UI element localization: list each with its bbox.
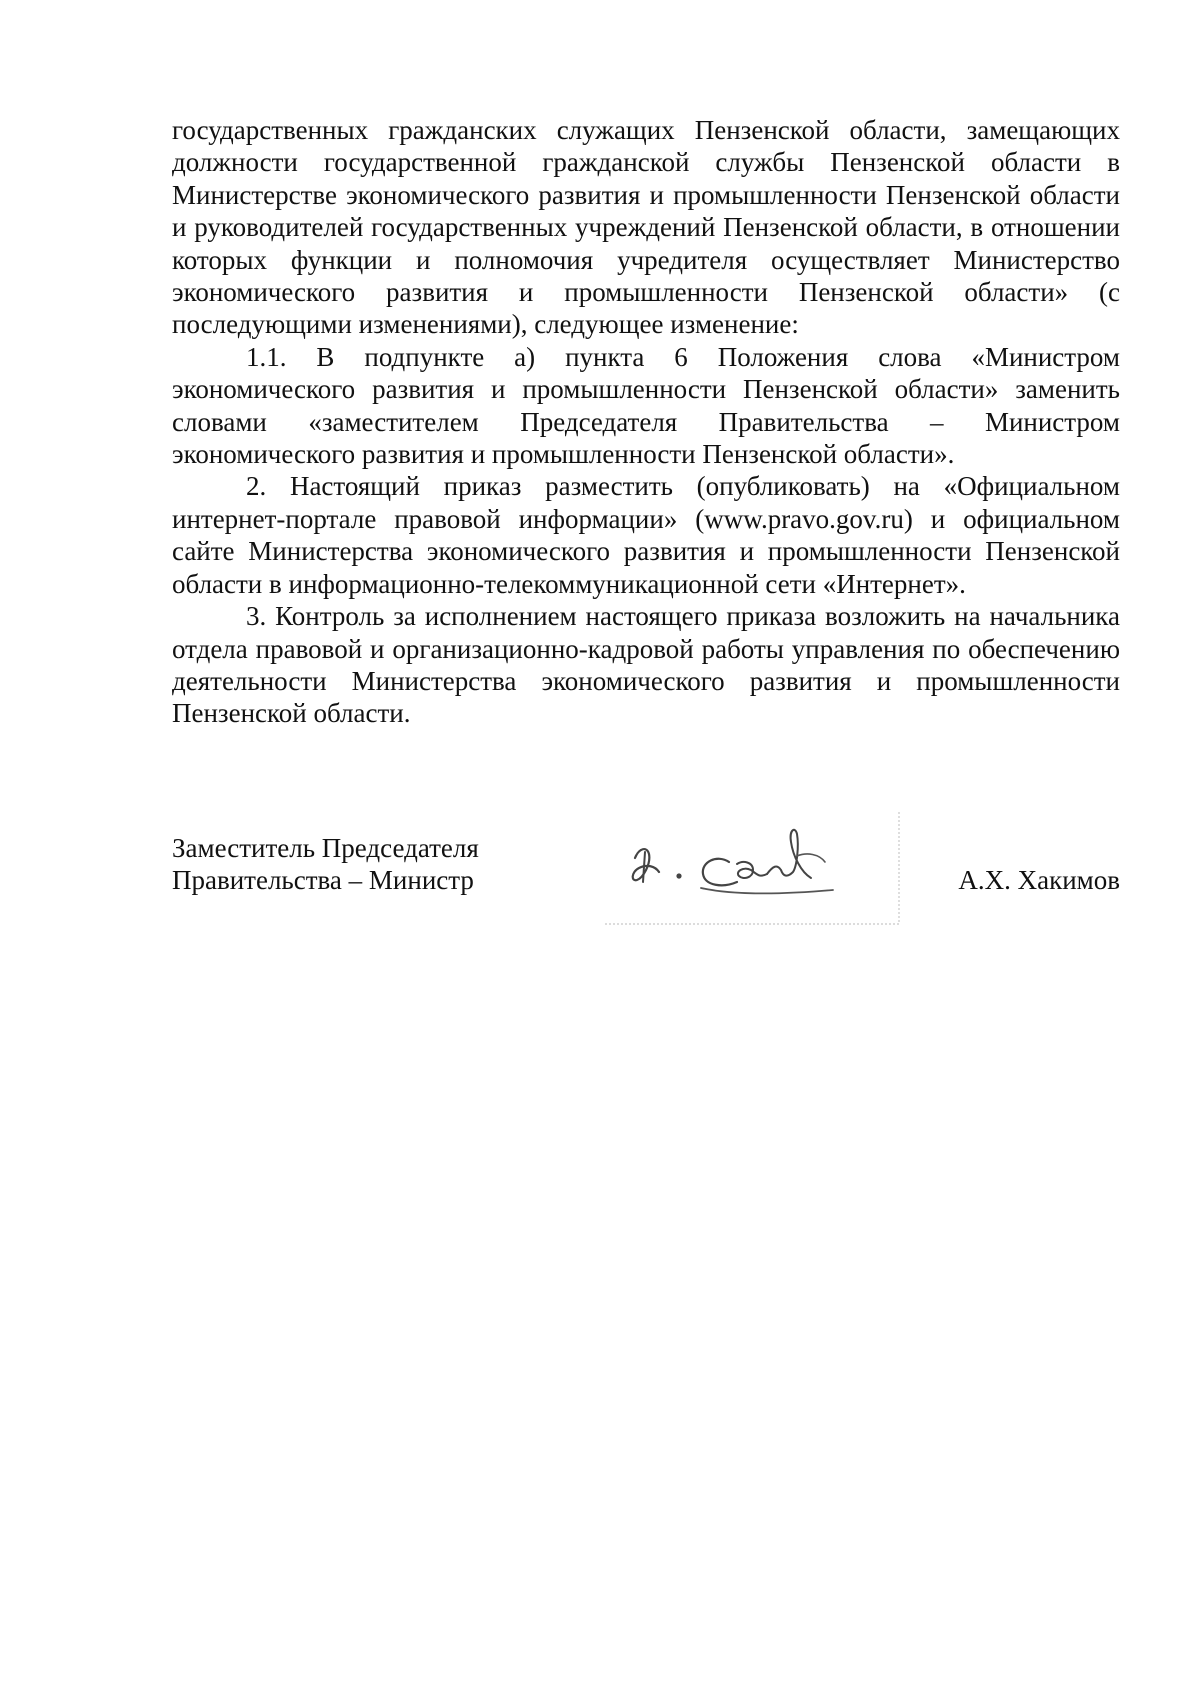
signatory-title-line-2: Правительства – Министр (172, 865, 474, 896)
document-body (172, 114, 1120, 730)
handwritten-signature-icon (597, 806, 907, 931)
paragraph-1-1: 1.1. В подпункте а) пункта 6 Положения слова «Министром экономического развития и промышленности Пензенской области» заменить словами «заместителем Председателя Правительства – Министром экономического развития и промышленности Пензенской области». (172, 341, 1120, 470)
paragraph-intro: государственных гражданских служащих Пензенской области, замещающих должности государственной гражданской службы Пензенской области в Министерстве экономического развития и промышленности Пензенской области и руководителей государственных учреждений Пензенской области, в отношении которых функции и полномочия учредителя осуществляет Министерство экономического развития и промышленности Пензенской области» (с последующими изменениями), следующее изменение: (172, 115, 1120, 340)
signature-block (172, 832, 1120, 942)
signatory-title-line-1: Заместитель Председателя (172, 833, 479, 863)
signatory-title (172, 832, 479, 897)
paragraph-2: 2. Настоящий приказ разместить (опубликовать) на «Официальном интернет-портале правовой информации» (www.pravo.gov.ru) и официальном сайте Министерства экономического развития и промышленности Пензенской области в информационно-телекоммуникационной сети «Интернет». (172, 471, 1120, 599)
paragraph-3: 3. Контроль за исполнением настоящего приказа возложить на начальника отдела правовой и организационно-кадровой работы управления по обеспечению деятельности Министерства экономического развития и промышленности Пензенской области. (172, 601, 1120, 729)
signatory-name: А.Х. Хакимов (958, 865, 1120, 895)
